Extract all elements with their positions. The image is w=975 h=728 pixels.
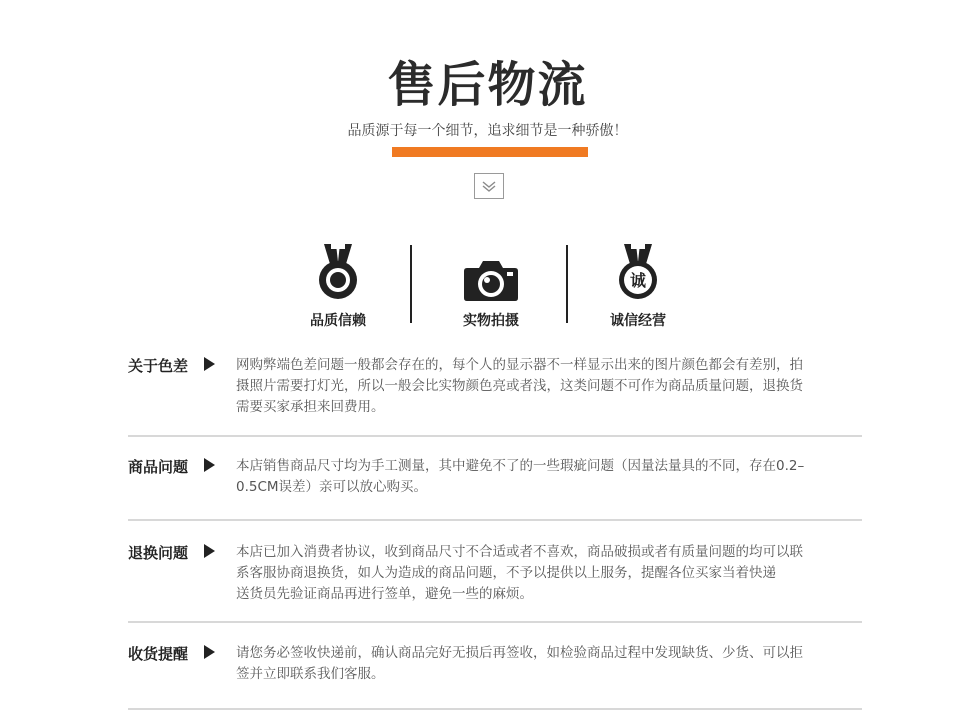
badge-quality [278,240,398,330]
badge-label: 实物拍摄 [463,313,519,329]
text-line: 需要买家承担来回费用。 [236,399,385,415]
section-heading: 商品问题 [128,458,189,476]
chevron-down-icon [480,179,498,193]
medal-icon [316,242,360,302]
honesty-medal-icon [616,242,660,302]
accent-bar [392,147,588,157]
text-line: 签并立即联系我们客服。 [236,666,385,682]
section-text [236,355,862,418]
badge-divider [566,245,568,323]
divider [128,621,862,623]
text-line: 摄照片需要打灯光，所以一般会比实物颜色亮或者浅，这类问题不可作为商品质量问题，退换货 [236,378,803,394]
triangle-right-icon [204,544,215,558]
section-heading: 退换问题 [128,544,189,562]
camera-icon [463,258,519,302]
text-line: 0.5CM误差）亲可以放心购买。 [236,479,428,495]
section-heading: 关于色差 [128,357,189,375]
section-text [236,643,862,685]
divider [128,519,862,521]
text-line: 本店销售商品尺寸均为手工测量，其中避免不了的一些瑕疵问题（因量法量具的不同，存在0.2– [236,458,805,474]
scroll-down-button[interactable] [474,173,504,199]
badge-divider [410,245,412,323]
triangle-right-icon [204,645,215,659]
divider [128,435,862,437]
page-title: 售后物流 [387,57,588,113]
section-text [236,542,862,605]
badge-honesty [578,240,698,330]
badge-photo [431,240,551,330]
text-line: 请您务必签收快递前，确认商品完好无损后再签收，如检验商品过程中发现缺货、少货、可以拒 [236,645,803,661]
badge-label: 品质信赖 [310,313,366,329]
divider [128,708,862,710]
triangle-right-icon [204,357,215,371]
text-line: 系客服协商退换货，如人为造成的商品问题，不予以提供以上服务，提醒各位买家当着快递 [236,565,776,581]
triangle-right-icon [204,458,215,472]
text-line: 本店已加入消费者协议，收到商品尺寸不合适或者不喜欢，商品破损或者有质量问题的均可以联 [236,544,803,560]
honesty-char: 诚 [629,271,647,290]
section-heading: 收货提醒 [128,645,189,663]
section-text [236,456,862,498]
page-subtitle: 品质源于每一个细节，追求细节是一种骄傲！ [347,123,628,139]
text-line: 送货员先验证商品再进行签单，避免一些的麻烦。 [236,586,533,602]
text-line: 网购弊端色差问题一般都会存在的，每个人的显示器不一样显示出来的图片颜色都会有差别，拍 [236,357,803,373]
badge-label: 诚信经营 [610,313,666,329]
